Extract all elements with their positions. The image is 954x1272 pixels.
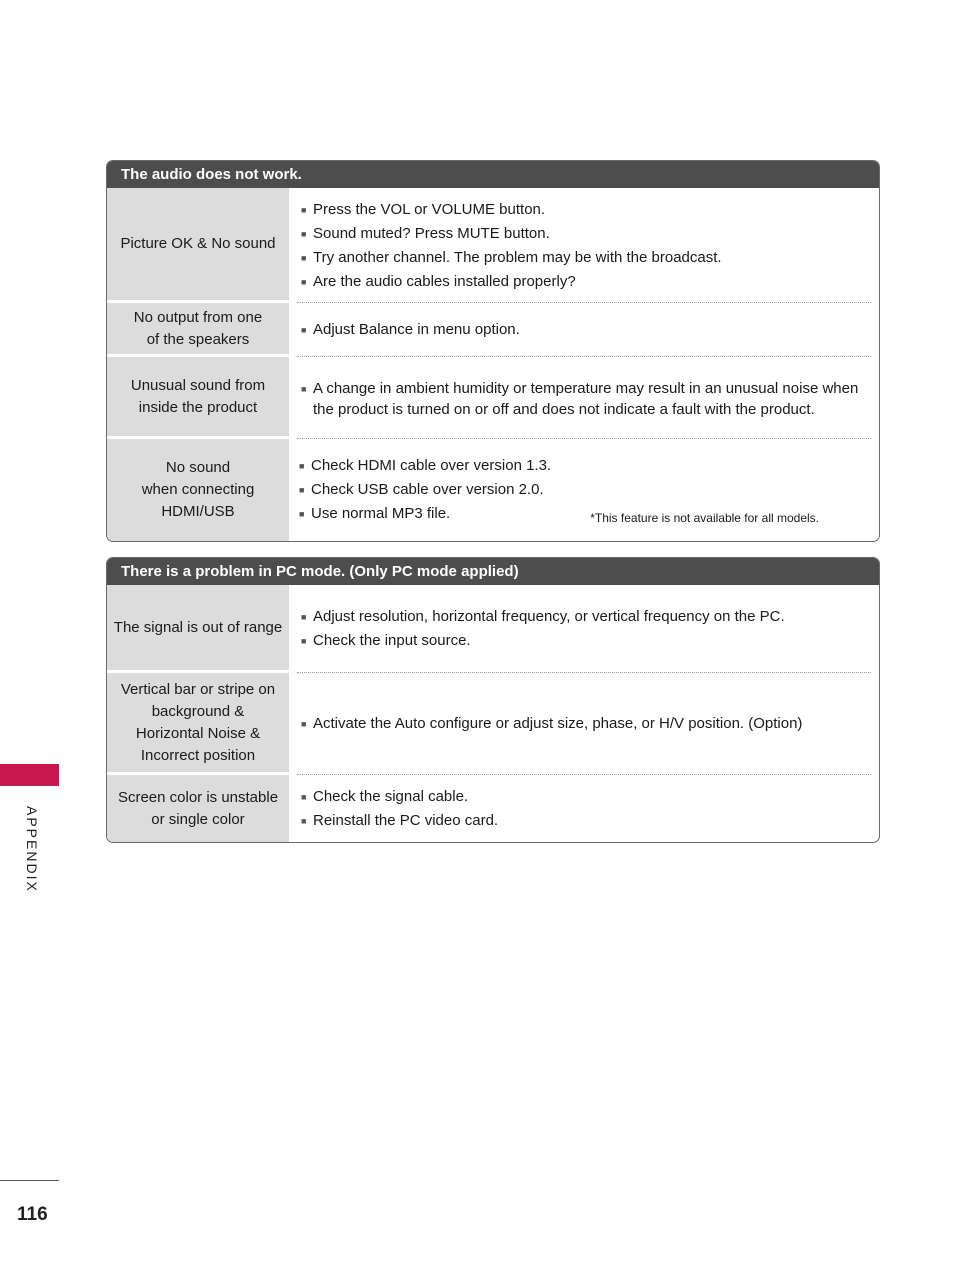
- symptom-text: Vertical bar or stripe on background & Horizontal Noise & Incorrect position: [120, 680, 276, 764]
- bullet-icon: ■: [301, 636, 307, 646]
- table-row: [107, 775, 879, 842]
- table-row: [107, 188, 879, 303]
- bullet-icon: ■: [299, 509, 305, 519]
- list-item: ■ Adjust resolution, horizontal frequency, or vertical frequency on the PC.: [301, 605, 871, 629]
- bullet-icon: ■: [301, 325, 307, 335]
- solution-list: [289, 673, 879, 775]
- symptom-text: Unusual sound from inside the product: [130, 376, 266, 416]
- bullet-icon: ■: [301, 252, 307, 263]
- audio-troubleshooting-table: [106, 160, 880, 542]
- list-item: ■ Check the signal cable.: [301, 785, 871, 809]
- symptom-label: [107, 673, 289, 775]
- solution-list: [289, 357, 879, 439]
- bullet-icon: ■: [301, 228, 307, 239]
- list-item: ■ Are the audio cables installed properly?: [301, 270, 871, 294]
- table-row: [107, 439, 879, 541]
- symptom-label: [107, 439, 289, 541]
- solution-list: [289, 303, 879, 357]
- bullet-icon: ■: [301, 719, 307, 729]
- list-item: ■ Use normal MP3 file.: [299, 502, 871, 526]
- pc-mode-troubleshooting-table: [106, 557, 880, 843]
- table-row: [107, 357, 879, 439]
- list-item: ■ Activate the Auto configure or adjust size, phase, or H/V position. (Option): [301, 712, 871, 736]
- list-item: ■ Adjust Balance in menu option.: [301, 318, 871, 342]
- solution-list: [289, 188, 879, 303]
- symptom-label: [107, 585, 289, 673]
- symptom-label: [107, 188, 289, 303]
- table-row: [107, 303, 879, 357]
- bullet-icon: ■: [301, 791, 307, 802]
- symptom-text: Picture OK & No sound: [120, 235, 276, 252]
- bullet-icon: ■: [301, 815, 307, 826]
- symptom-text: Screen color is unstable or single color: [117, 788, 279, 828]
- bullet-icon: ■: [301, 276, 307, 287]
- list-item: ■ Sound muted? Press MUTE button.: [301, 222, 871, 246]
- list-item: ■ Check HDMI cable over version 1.3.: [299, 454, 871, 478]
- symptom-label: [107, 357, 289, 439]
- symptom-text: No sound when connecting HDMI/USB: [141, 459, 255, 520]
- symptom-text: No output from one of the speakers: [133, 308, 263, 348]
- solution-list: [289, 439, 879, 541]
- bullet-icon: ■: [301, 383, 307, 394]
- table-row: [107, 585, 879, 673]
- bullet-icon: ■: [301, 612, 307, 622]
- model-availability-note: *This feature is not available for all models.: [590, 511, 819, 525]
- list-item: ■ A change in ambient humidity or temperature may result in an unusual noise when the product is turned on or off and does not indicate a fault with the product.: [301, 377, 871, 420]
- page-number: 116: [17, 1204, 48, 1225]
- pc-section-title: There is a problem in PC mode. (Only PC mode applied): [107, 558, 879, 585]
- solution-list: [289, 585, 879, 673]
- symptom-text: The signal is out of range: [113, 618, 283, 636]
- list-item: ■ Check the input source.: [301, 629, 871, 653]
- solution-list: [289, 775, 879, 842]
- symptom-label: [107, 775, 289, 842]
- list-item: ■ Try another channel. The problem may be with the broadcast.: [301, 246, 871, 270]
- page-number-divider: [0, 1180, 59, 1181]
- table-row: [107, 673, 879, 775]
- list-item: ■ Check USB cable over version 2.0.: [299, 478, 871, 502]
- bullet-icon: ■: [299, 461, 305, 471]
- list-item: ■ Reinstall the PC video card.: [301, 809, 871, 833]
- audio-section-title: The audio does not work.: [107, 161, 879, 188]
- section-side-label: APPENDIX: [24, 806, 40, 893]
- symptom-label: [107, 303, 289, 357]
- bullet-icon: ■: [299, 485, 305, 495]
- section-tab-marker: [0, 764, 59, 786]
- bullet-icon: ■: [301, 204, 307, 215]
- list-item: ■ Press the VOL or VOLUME button.: [301, 198, 871, 222]
